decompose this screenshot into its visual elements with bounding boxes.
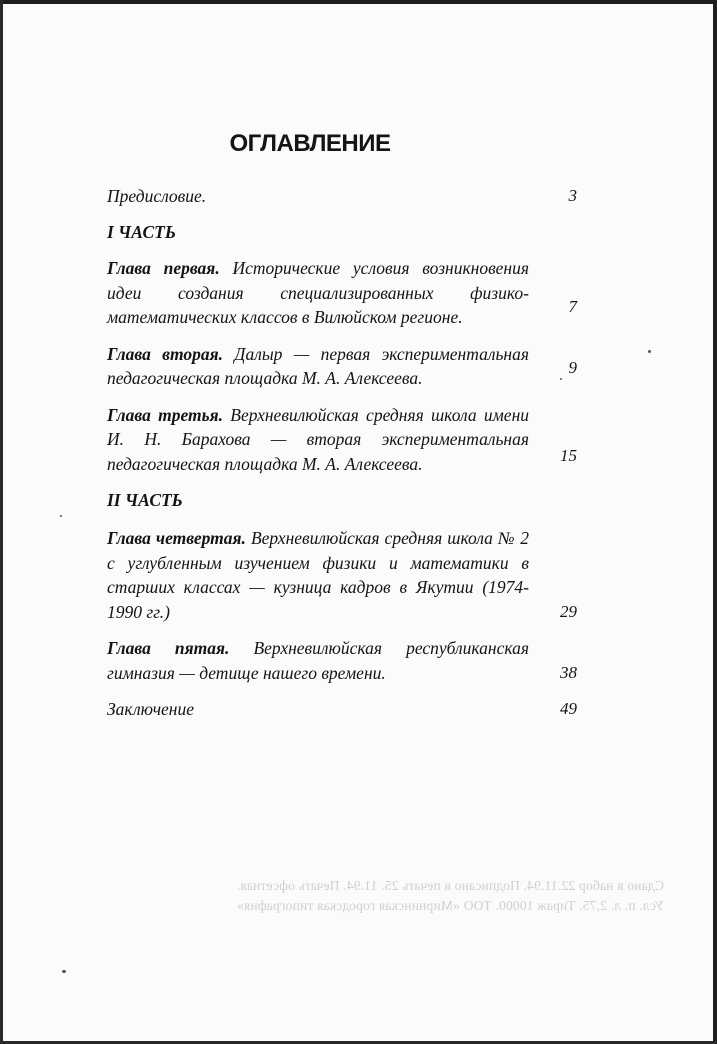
- imprint-bleed-through: [60, 876, 664, 916]
- toc-page-number: 29: [560, 601, 577, 621]
- chapter-title: Верхневилюйская республиканская гимназия — детище нашего времени.: [107, 638, 529, 683]
- chapter-label: Глава первая.: [107, 258, 220, 278]
- chapter-title: Исторические условия возникновения идеи создания специализированных физико-математических классов в Вилюйском регионе.: [107, 258, 529, 327]
- toc-entry-text: [107, 636, 529, 685]
- toc-entry-chapter-3: [107, 403, 577, 477]
- scan-speck: [60, 515, 62, 517]
- part-heading-2: II ЧАСТЬ: [107, 490, 183, 510]
- toc-page-number: 7: [568, 297, 577, 316]
- toc-entry-text: [107, 403, 529, 477]
- toc-page-number: 38: [560, 662, 577, 682]
- chapter-label: Глава пятая.: [107, 638, 230, 658]
- scan-speck: [648, 350, 651, 353]
- imprint-line-1: Сдано в набор 22.11.94. Подписано в печать 25. 11.94. Печать офсетная.: [236, 878, 664, 893]
- toc-entry-chapter-2: [107, 342, 577, 391]
- page-title: ОГЛАВЛЕНИЕ: [229, 130, 391, 157]
- chapter-label: Глава четвертая.: [107, 528, 246, 548]
- toc-entry-text: Заключение: [107, 699, 195, 719]
- imprint-line-2: Усл. п. л. 2,75. Тираж 10000. ТОО «Мирнинская городская типография»: [236, 898, 664, 913]
- toc-entry-text: [107, 526, 529, 624]
- chapter-label: Глава вторая.: [107, 343, 223, 364]
- scan-border-right: [713, 0, 717, 1044]
- toc-entry-chapter-5: [107, 636, 577, 685]
- chapter-title: Верхневилюйская средняя школа № 2 с углубленным изучением физики и математики в старших классах — кузница кадров в Якутии (1974-1990 гг.): [107, 528, 529, 622]
- toc-page-number: 49: [560, 698, 577, 718]
- toc-entry-chapter-1: [107, 256, 577, 330]
- part-heading-1: I ЧАСТЬ: [107, 222, 176, 242]
- toc-entry-text: [107, 256, 529, 330]
- toc-entry-chapter-4: [107, 526, 577, 624]
- scan-speck: [62, 970, 66, 973]
- toc-page-number: 3: [568, 185, 577, 205]
- toc-entry-text: Предисловие.: [107, 186, 207, 206]
- toc-page-number: 9: [568, 358, 577, 377]
- scan-border-top: [0, 0, 717, 4]
- toc-entry-preface: [107, 184, 577, 208]
- toc-entry-text: [107, 342, 529, 391]
- scan-speck: [560, 378, 562, 380]
- table-of-contents: [107, 184, 577, 721]
- toc-entry-conclusion: [107, 697, 577, 721]
- chapter-title: Далыр — первая экспериментальная педагогическая площадка М. А. Алексеева.: [107, 343, 529, 388]
- chapter-title: Верхневилюйская средняя школа имени И. Н. Барахова — вторая экспериментальная педагогическая площадка М. А. Алексеева.: [107, 404, 529, 474]
- toc-page-number: 15: [560, 445, 577, 465]
- chapter-label: Глава третья.: [107, 404, 223, 425]
